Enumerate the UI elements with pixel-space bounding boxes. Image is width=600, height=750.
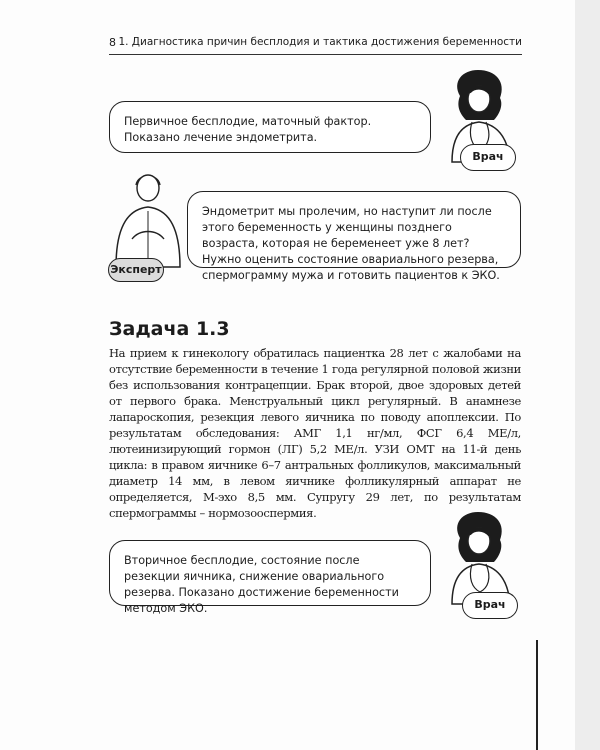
expert-label-badge: Эксперт [108,258,164,282]
doctor-speech-text-1: Первичное бесплодие, маточный фактор. Показано лечение эндометрита. [124,115,372,144]
page-edge-line [536,640,538,750]
expert-speech-bubble [187,191,521,282]
doctor-label-badge-2: Врач [462,592,518,619]
doctor-speech-bubble-1 [109,101,431,153]
doctor-speech-text-2: Вторичное бесплодие, состояние после резекции яичника, снижение овариального резерва. Показано достижение беременности методом ЭКО. [124,554,399,615]
expert-male-illustration [108,167,188,271]
page-edge-shadow [575,0,600,750]
task-body-text: На прием к гинекологу обратилась пациентка 28 лет с жалобами на отсутствие беременности в течение 1 года регулярной половой жизни без использования контрацепции. Брак второй, двое здоровых детей от первого брака. Менструальный цикл регулярный. В анамнезе лапароскопия, резекция левого яичника по поводу апоплексии. По результатам обследования: АМГ 1,1 нг/мл, ФСГ 6,4 МЕ/л, лютеинизирующий гормон (ЛГ) 5,2 МЕ/л. УЗИ ОМТ на 11-й день цикла: в правом яичнике 6–7 антральных фолликулов, максимальный диаметр 14 мм, в левом яичнике фолликулярный аппарат не определяется, М-эхо 8,5 мм. Супругу 29 лет, по результатам спермограммы – нормозооспермия. [109,346,521,520]
page-number: 8 [109,36,116,49]
page-header [109,36,522,55]
doctor-speech-bubble-2 [109,540,431,615]
running-title: 1. Диагностика причин бесплодия и тактика достижения беременности [118,36,522,48]
doctor-label-badge-1: Врач [460,144,516,171]
task-title: Задача 1.3 [109,318,230,340]
expert-speech-text: Эндометрит мы пролечим, но наступит ли после этого беременность у женщины позднего возраста, которая не беременеет уже 8 лет? Нужно оценить состояние овариального резерва, спермограмму мужа и готовить пациентов к ЭКО. [202,205,500,282]
